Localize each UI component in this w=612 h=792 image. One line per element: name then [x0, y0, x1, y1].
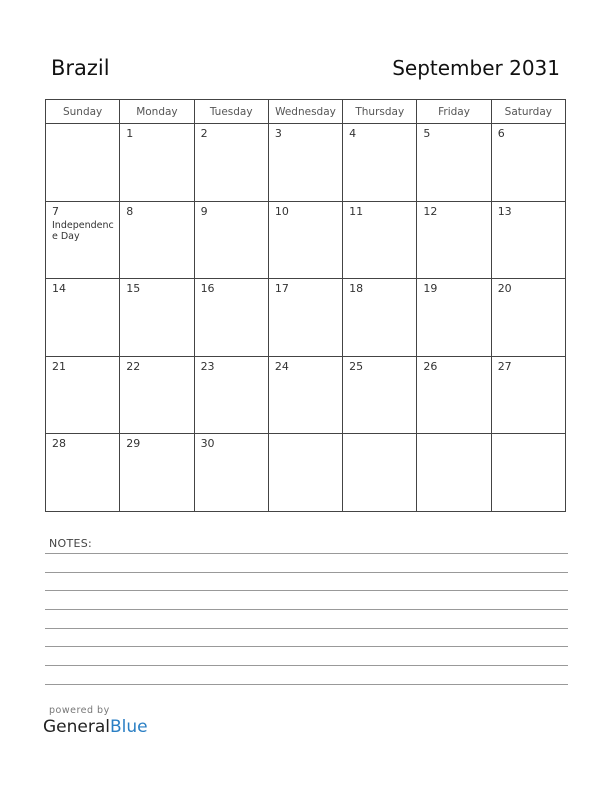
day-cell [343, 434, 417, 512]
week-row [46, 356, 566, 434]
day-number: 17 [274, 282, 289, 296]
calendar-grid [45, 99, 566, 512]
day-number: 29 [126, 437, 141, 451]
day-number: 3 [274, 127, 282, 140]
day-cell [417, 434, 491, 512]
note-line [45, 572, 568, 573]
month-year-title: September 2031 [392, 56, 560, 80]
weekday-header: Friday [417, 100, 491, 124]
day-number: 20 [497, 282, 512, 296]
day-cell [268, 279, 342, 357]
country-title: Brazil [51, 56, 110, 80]
notes-label: NOTES: [49, 537, 93, 550]
day-cell [120, 434, 194, 512]
day-cell [46, 124, 120, 202]
day-number: 13 [497, 204, 512, 218]
day-cell [417, 356, 491, 434]
day-number: 15 [126, 282, 141, 296]
day-number: 12 [423, 204, 438, 218]
day-number: 4 [349, 127, 357, 140]
day-cell [343, 356, 417, 434]
day-cell [46, 434, 120, 512]
note-line [45, 609, 568, 610]
weekday-header-row [46, 100, 566, 124]
week-row [46, 434, 566, 512]
day-cell [491, 279, 565, 357]
week-row [46, 201, 566, 279]
day-cell [268, 124, 342, 202]
day-cell [194, 201, 268, 279]
day-number: 26 [423, 359, 438, 373]
day-cell [491, 434, 565, 512]
day-cell [491, 201, 565, 279]
day-cell [46, 201, 120, 279]
day-number: 24 [274, 359, 289, 373]
day-number: 27 [497, 359, 512, 373]
day-number: 6 [497, 127, 505, 140]
weekday-header: Sunday [46, 100, 120, 124]
day-number: 30 [200, 437, 215, 451]
day-number: 23 [200, 359, 215, 373]
day-number: 16 [200, 282, 215, 296]
day-number: 5 [423, 127, 431, 140]
day-cell [46, 279, 120, 357]
day-number: 19 [423, 282, 438, 296]
week-row [46, 279, 566, 357]
note-line [45, 590, 568, 591]
day-cell [46, 356, 120, 434]
generalblue-logo[interactable] [43, 717, 148, 737]
day-cell [120, 279, 194, 357]
day-number: 7 [52, 204, 59, 218]
note-line [45, 628, 568, 629]
brand-general-text: General [43, 717, 110, 737]
day-cell [194, 434, 268, 512]
day-cell [120, 356, 194, 434]
brand-blue-text: Blue [110, 717, 148, 737]
day-cell [491, 356, 565, 434]
day-number: 14 [52, 282, 66, 296]
day-cell [120, 201, 194, 279]
note-line [45, 684, 568, 685]
day-cell [194, 124, 268, 202]
weekday-header: Monday [120, 100, 194, 124]
powered-by-label: powered by [49, 705, 110, 716]
day-cell [343, 201, 417, 279]
day-cell [491, 124, 565, 202]
day-cell [268, 434, 342, 512]
note-line [45, 665, 568, 666]
day-number [46, 124, 119, 128]
weekday-header: Saturday [491, 100, 565, 124]
day-cell [194, 356, 268, 434]
day-number: 10 [274, 204, 289, 218]
day-number: 18 [349, 282, 364, 296]
weekday-header: Wednesday [268, 100, 342, 124]
weekday-header: Tuesday [194, 100, 268, 124]
day-number: 11 [349, 204, 364, 218]
day-number [343, 434, 416, 438]
holiday-label: Independence Day [52, 219, 114, 242]
day-number [492, 434, 565, 438]
note-line [45, 646, 568, 647]
note-line [45, 553, 568, 554]
day-cell [343, 279, 417, 357]
day-number: 25 [349, 359, 364, 373]
day-number [417, 434, 490, 438]
day-cell [268, 356, 342, 434]
day-number: 8 [126, 204, 134, 218]
day-number: 1 [126, 127, 134, 140]
day-cell [268, 201, 342, 279]
day-number: 2 [200, 127, 208, 140]
day-number: 21 [52, 359, 66, 373]
week-row [46, 124, 566, 202]
day-cell [194, 279, 268, 357]
day-cell [343, 124, 417, 202]
day-cell [417, 124, 491, 202]
day-cell [120, 124, 194, 202]
day-number [269, 434, 342, 438]
day-cell [417, 201, 491, 279]
day-number: 9 [200, 204, 208, 218]
day-cell [417, 279, 491, 357]
day-number: 28 [52, 437, 66, 451]
weekday-header: Thursday [343, 100, 417, 124]
day-number: 22 [126, 359, 141, 373]
